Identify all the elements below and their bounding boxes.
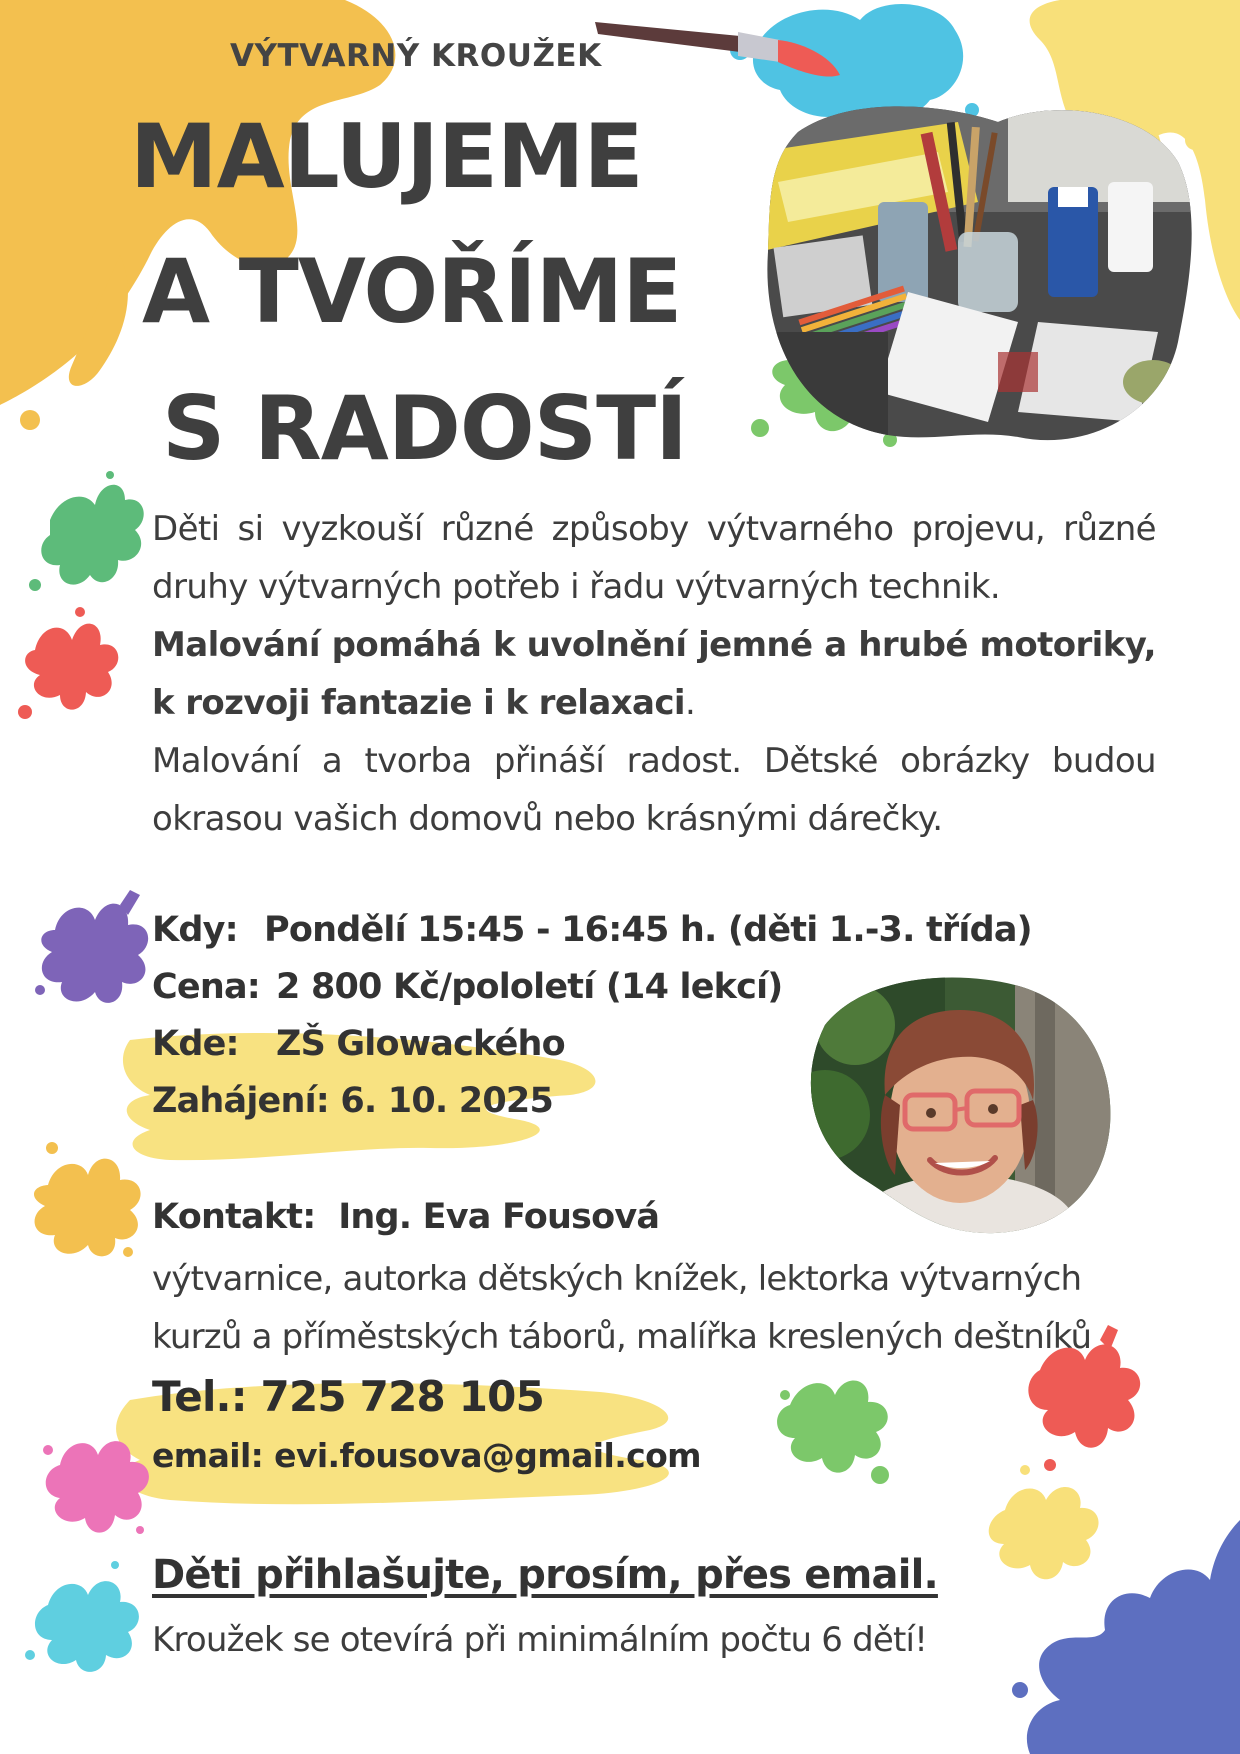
title-line-1: MALUJEME [130, 105, 643, 208]
phone-line [152, 1372, 544, 1421]
contact-name: Ing. Eva Fousová [338, 1197, 660, 1237]
phone-number[interactable]: 725 728 105 [260, 1372, 545, 1421]
contact-bio: výtvarnice, autorka dětských knížek, lektorka výtvarných kurzů a příměstských táborů, malířka kreslených deštníků [152, 1259, 1092, 1357]
email-line [152, 1436, 701, 1475]
title-line-3: S RADOSTÍ [162, 377, 687, 480]
art-supplies-photo [758, 92, 1194, 454]
email-label: email: [152, 1436, 264, 1475]
instructor-portrait-photo [795, 965, 1115, 1235]
contact-label: Kontakt: [152, 1197, 316, 1237]
when-value: Pondělí 15:45 - 16:45 h. (děti 1.-3. třída) [264, 910, 1032, 950]
email-address[interactable]: evi.fousova@gmail.com [274, 1436, 701, 1475]
minimum-participants-note: Kroužek se otevírá při minimálním počtu 6 dětí! [152, 1620, 928, 1660]
purple-paint-splash [41, 904, 148, 1003]
phone-label: Tel.: [152, 1372, 247, 1421]
signup-instruction: Děti přihlašujte, prosím, přes email. [152, 1552, 938, 1598]
description-paragraph-1: Děti si vyzkouší různé způsoby výtvarného projevu, různé druhy výtvarných potřeb i řadu výtvarných technik. [152, 509, 1156, 607]
green-paint-splash-bottom [777, 1381, 888, 1473]
start-label: Zahájení: [152, 1081, 329, 1121]
contact-line [152, 1197, 659, 1237]
price-label: Cena: [152, 967, 260, 1007]
when-label: Kdy: [152, 910, 238, 950]
orange-paint-splash [34, 1159, 141, 1257]
cyan-paint-splash [35, 1581, 139, 1672]
red-paint-splash [25, 624, 118, 710]
light-yellow-paint-splash [989, 1487, 1099, 1579]
where-label: Kde: [152, 1024, 239, 1064]
detail-where [152, 1024, 565, 1064]
detail-when [152, 910, 1032, 950]
club-kicker: VÝTVARNÝ KROUŽEK [230, 38, 602, 74]
start-value: 6. 10. 2025 [340, 1081, 554, 1121]
green-paint-splash-left [41, 485, 143, 585]
title-line-2: A TVOŘÍME [142, 240, 682, 343]
where-value: ZŠ Glowackého [276, 1024, 565, 1064]
description-bold-text: Malování pomáhá k uvolnění jemné a hrubé motoriky, k rozvoji fantazie i k relaxaci [152, 625, 1156, 723]
price-value: 2 800 Kč/pololetí (14 lekcí) [276, 967, 783, 1007]
detail-price [152, 967, 782, 1007]
description-bold-end: . [684, 683, 696, 723]
description-paragraph-2 [152, 616, 1156, 732]
detail-start [152, 1081, 553, 1121]
description-paragraph-3: Malování a tvorba přináší radost. Dětské obrázky budou okrasou vašich domovů nebo krásnými dárečky. [152, 741, 1156, 839]
